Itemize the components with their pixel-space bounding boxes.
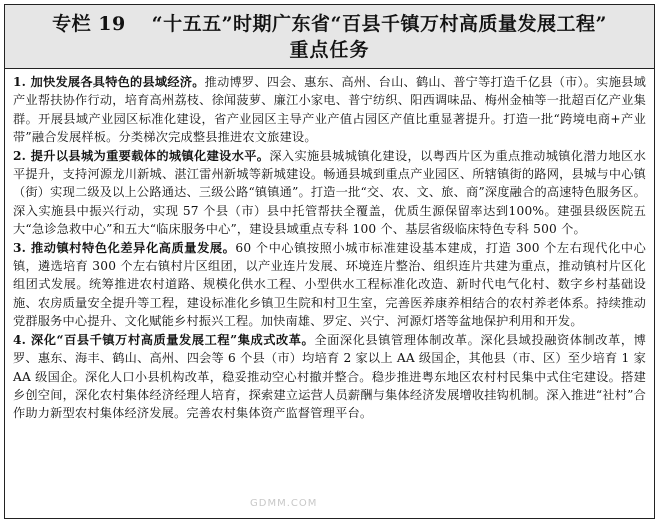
task-heading: 1. 加快发展各具特色的县域经济。 bbox=[13, 75, 205, 89]
column-subtitle: 重点任务 bbox=[289, 39, 370, 61]
task-text: 全面深化县镇管理体制改革。深化县域投融资体制改革，博罗、惠东、海丰、鹤山、高州、四会等 6 个县（市）均培育 2 家以上 AA 级国企，其他县（市、区）至少培育 1 家 AA 级国企。深化人口小县机构改革，稳妥推动空心村撤并整合。稳步推进粤东地区农村村民集中式住宅建设。搭建乡创空间，深化农村集体经济经理人培育，探索建立运营人员薪酬与集体经济发展增收挂钩机制。深入推进“社村”合作助力新型农村集体经济发展。完善农村集体资产监督管理平台。 bbox=[13, 332, 647, 421]
task-item-4 bbox=[13, 331, 646, 423]
task-heading: 4. 深化“百县千镇万村高质量发展工程”集成式改革。 bbox=[13, 332, 315, 347]
task-item-3 bbox=[13, 239, 646, 331]
column-header bbox=[5, 5, 654, 69]
column-label: 专栏 19 bbox=[52, 13, 126, 35]
column-title: “十五五”时期广东省“百县千镇万村高质量发展工程” bbox=[151, 13, 607, 35]
task-heading: 2. 提升以县城为重要载体的城镇化建设水平。 bbox=[13, 148, 270, 163]
task-text: 60 个中心镇按照小城市标准建设基本建成，打造 300 个左右现代化中心镇，遴选培育 300 个左右镇村片区组团，以产业连片发展、环境连片整治、组织连片共建为重点，推动镇村片区化组团式发展。统筹推进农村道路、规模化供水工程、小型供水工程标准化改造、新时代电气化村、数字乡村基础设施、农房质量安全提升等工程，建设标准化乡镇卫生院和村卫生室，完善医养康养相结合的农村养老体系。持续推动党群服务中心提升、文化赋能乡村振兴工程。加快南雄、罗定、兴宁、河源灯塔等盆地保护利用和开发。 bbox=[13, 240, 646, 329]
task-heading: 3. 推动镇村特色化差异化高质量发展。 bbox=[13, 240, 236, 255]
task-item-1 bbox=[13, 73, 646, 147]
watermark: GDMM.COM bbox=[250, 498, 318, 509]
task-item-2 bbox=[13, 147, 646, 239]
task-text: 推动博罗、四会、惠东、高州、台山、鹤山、普宁等打造千亿县（市）。实施县域产业帮扶协作行动，培育高州荔枝、徐闻菠萝、廉江小家电、普宁纺织、阳西调味品、梅州金柚等一批超百亿产业集群。开展县域产业园区标准化建设，省产业园区主导产业产值占园区产值比重显著提升。打造一批“跨境电商+产业带”融合发展样板。分类梯次完成整县推进农文旅建设。 bbox=[13, 75, 646, 145]
title-line bbox=[5, 11, 654, 37]
column-box bbox=[4, 4, 655, 519]
column-body bbox=[5, 69, 654, 423]
task-text: 深入实施县城城镇化建设，以粤西片区为重点推动城镇化潜力地区水平提升，支持河源龙川新城、湛江雷州新城等新城建设。畅通县城到重点产业园区、所辖镇街的路网，县城与中心镇（街）实现二级及以上公路通达、三级公路“镇镇通”。打造一批“交、农、文、旅、商”深度融合的高速特色服务区。深入实施县中振兴行动，实现 57 个县（市）县中托管帮扶全覆盖，优质生源保留率达到100%。建强县级医院五大“急诊急救中心”和五大“临床服务中心”，建设县域重点专科 100 个、基层省级临床特色专科 500 个。 bbox=[13, 148, 646, 237]
